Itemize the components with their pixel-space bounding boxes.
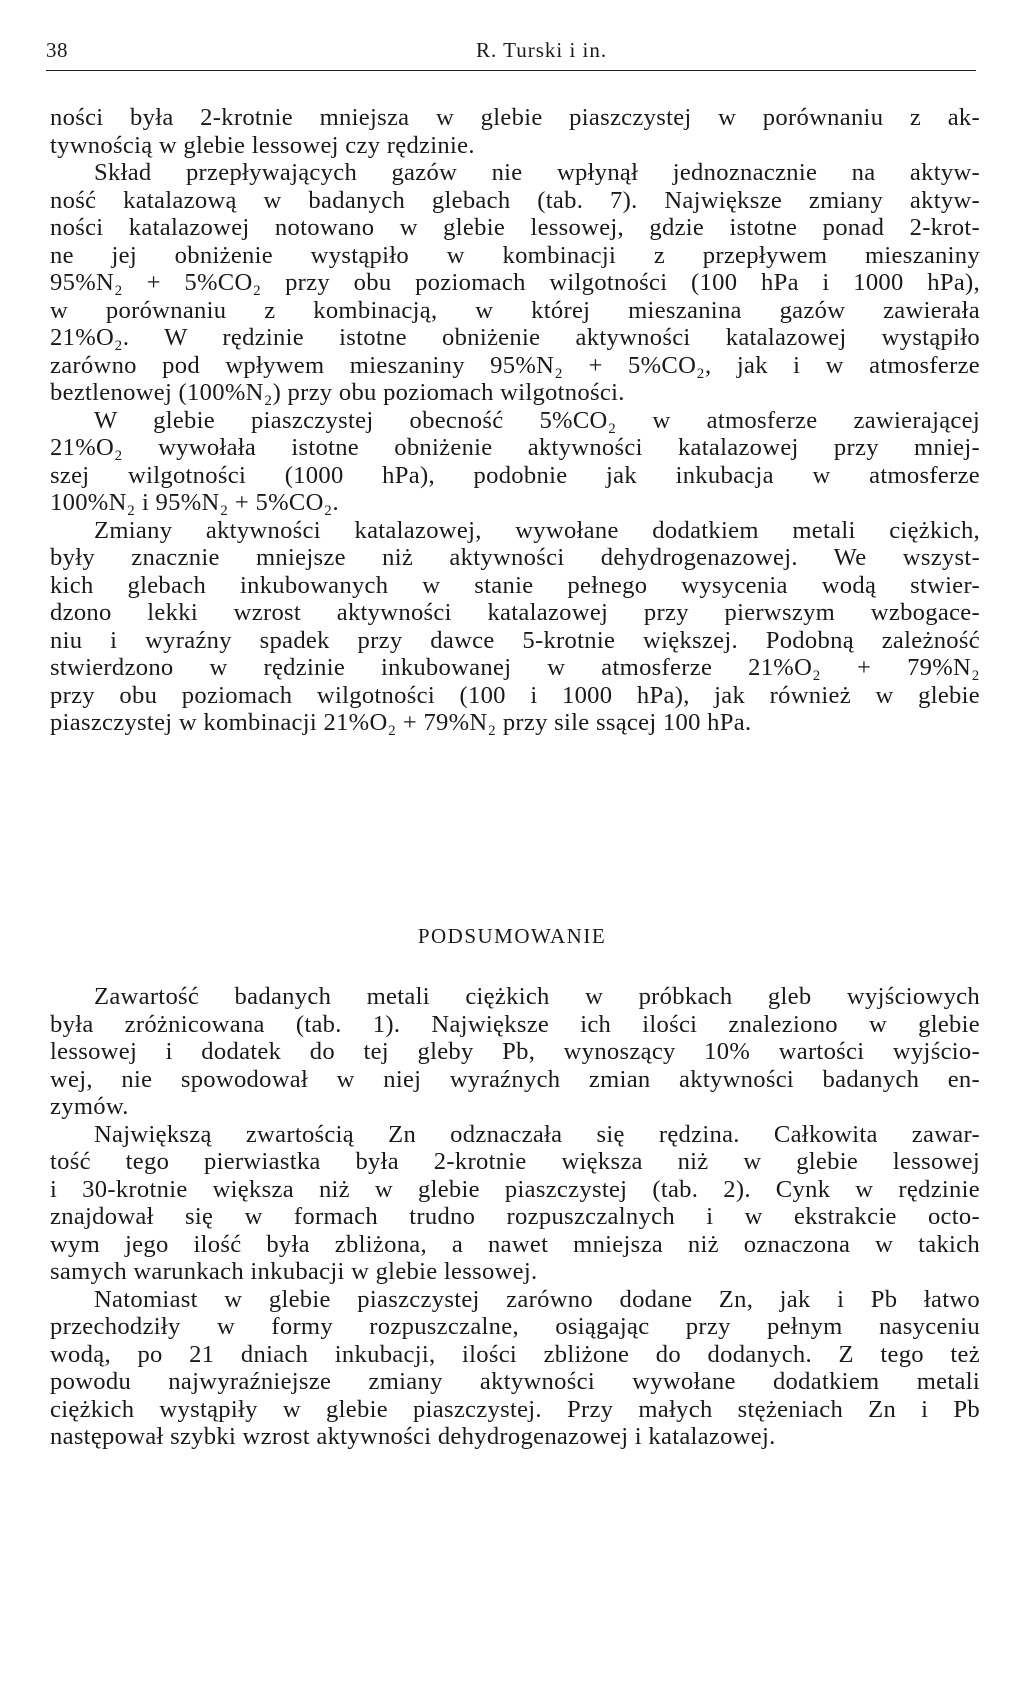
paragraph: [50, 1286, 980, 1451]
text-line: tość tego pierwiastka była 2-krotnie większa niż w glebie lessowej: [50, 1148, 980, 1175]
text-line: były znacznie mniejsze niż aktywności dehydrogenazowej. We wszyst-: [50, 544, 980, 571]
text-line: beztlenowej (100%N₂) przy obu poziomach wilgotności.: [50, 379, 625, 406]
text-line: wym jego ilość była zbliżona, a nawet mniejsza niż oznaczona w takich: [50, 1230, 980, 1258]
text-line: powodu najwyraźniejsze zmiany aktywności wywołane dodatkiem metali: [50, 1368, 980, 1395]
text-line: Największą zwartością Zn odznaczała się rędzina. Całkowita zawar-: [94, 1120, 980, 1148]
page-number: 38: [46, 38, 68, 62]
body-text-bottom: [50, 983, 980, 1451]
text-line: znajdował się w formach trudno rozpuszczalnych i w ekstrakcie octo-: [50, 1203, 980, 1230]
text-line: dzono lekki wzrost aktywności katalazowej przy pierwszym wzbogace-: [50, 599, 980, 626]
text-line: 21%O₂ wywołała istotne obniżenie aktywności katalazowej przy mniej-: [50, 434, 980, 461]
text-line: ności katalazowej notowano w glebie lessowej, gdzie istotne ponad 2-krot-: [50, 214, 980, 241]
paragraph: [50, 1121, 980, 1286]
paragraph: [50, 983, 980, 1121]
text-line: niu i wyraźny spadek przy dawce 5-krotnie większej. Podobną zależność: [50, 626, 980, 654]
text-line: lessowej i dodatek do tej gleby Pb, wynoszący 10% wartości wyjścio-: [50, 1038, 980, 1065]
text-line: ne jej obniżenie wystąpiło w kombinacji z przepływem mieszaniny: [50, 241, 980, 269]
text-line: ność katalazową w badanych glebach (tab. 7). Największe zmiany aktyw-: [50, 186, 980, 214]
text-line: 95%N₂ + 5%CO₂ przy obu poziomach wilgotności (100 hPa i 1000 hPa),: [50, 269, 980, 296]
text-line: zarówno pod wpływem mieszaniny 95%N₂ + 5%CO₂, jak i w atmosferze: [50, 351, 980, 379]
text-line: w porównaniu z kombinacją, w której mieszanina gazów zawierała: [50, 296, 980, 324]
text-line: szej wilgotności (1000 hPa), podobnie jak inkubacja w atmosferze: [50, 461, 980, 489]
paragraph: [50, 517, 980, 737]
text-line: piaszczystej w kombinacji 21%O₂ + 79%N₂ przy sile ssącej 100 hPa.: [50, 709, 752, 736]
text-line: 100%N₂ i 95%N₂ + 5%CO₂.: [50, 489, 339, 516]
paragraph: [50, 159, 980, 407]
text-line: Zmiany aktywności katalazowej, wywołane dodatkiem metali ciężkich,: [94, 516, 980, 544]
text-line: następował szybki wzrost aktywności dehydrogenazowej i katalazowej.: [50, 1423, 776, 1450]
text-line: przechodziły w formy rozpuszczalne, osiągając przy pełnym nasyceniu: [50, 1313, 980, 1340]
text-line: ności była 2-krotnie mniejsza w glebie piaszczystej w porównaniu z ak-: [50, 104, 980, 131]
text-line: była zróżnicowana (tab. 1). Największe ich ilości znaleziono w glebie: [50, 1010, 980, 1038]
section-title: PODSUMOWANIE: [417, 924, 607, 948]
text-line: samych warunkach inkubacji w glebie lessowej.: [50, 1258, 538, 1285]
text-line: Zawartość badanych metali ciężkich w próbkach gleb wyjściowych: [94, 983, 980, 1010]
text-line: stwierdzono w rędzinie inkubowanej w atmosferze 21%O₂ + 79%N₂: [50, 654, 980, 681]
text-line: Natomiast w glebie piaszczystej zarówno dodane Zn, jak i Pb łatwo: [94, 1285, 980, 1313]
text-line: wej, nie spowodował w niej wyraźnych zmian aktywności badanych en-: [50, 1065, 980, 1093]
running-head: R. Turski i in.: [476, 38, 608, 62]
text-line: przy obu poziomach wilgotności (100 i 1000 hPa), jak również w glebie: [50, 681, 980, 709]
paragraph: [50, 407, 980, 517]
text-line: tywnością w glebie lessowej czy rędzinie.: [50, 131, 475, 159]
text-line: wodą, po 21 dniach inkubacji, ilości zbliżone do dodanych. Z tego też: [50, 1340, 980, 1368]
text-line: W glebie piaszczystej obecność 5%CO₂ w atmosferze zawierającej: [94, 406, 980, 434]
body-text-top: [50, 104, 980, 737]
text-line: Skład przepływających gazów nie wpłynął jednoznacznie na aktyw-: [94, 159, 980, 186]
page-header: [46, 36, 976, 71]
text-line: zymów.: [50, 1093, 129, 1120]
text-line: kich glebach inkubowanych w stanie pełnego wysycenia wodą stwier-: [50, 571, 980, 599]
text-line: 21%O₂. W rędzinie istotne obniżenie aktywności katalazowej wystąpiło: [50, 324, 980, 351]
text-line: ciężkich wystąpiły w glebie piaszczystej. Przy małych stężeniach Zn i Pb: [50, 1395, 980, 1423]
paragraph: [50, 104, 980, 159]
text-line: i 30-krotnie większa niż w glebie piaszczystej (tab. 2). Cynk w rędzinie: [50, 1175, 980, 1203]
